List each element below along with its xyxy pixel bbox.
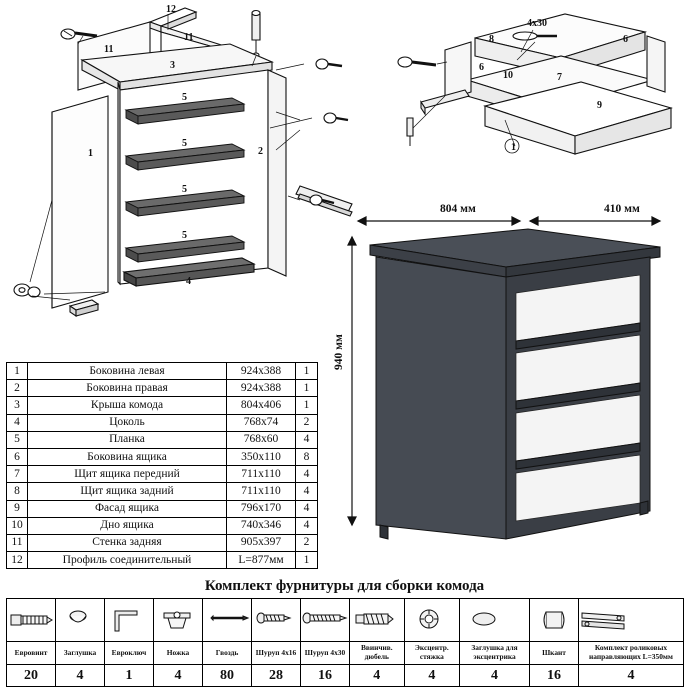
roller-guides-icon [579, 599, 684, 642]
part-name: Боковина левая [28, 363, 227, 380]
table-row [7, 483, 318, 500]
part-number: 1 [7, 363, 28, 380]
table-row [7, 380, 318, 397]
part-dimension: 905х397 [227, 534, 296, 551]
part-quantity: 4 [296, 500, 318, 517]
hardware-count: 1 [105, 665, 154, 687]
part-name: Крыша комода [28, 397, 227, 414]
eccentric-tie-icon [404, 599, 459, 642]
part-number: 12 [7, 552, 28, 569]
part-dimension: 804х406 [227, 397, 296, 414]
svg-text:8: 8 [489, 34, 494, 45]
euro-screw-icon [7, 599, 56, 642]
svg-text:11: 11 [184, 32, 194, 43]
part-number: 4 [7, 414, 28, 431]
hardware-label: Комплект роликовых направляющих L=350мм [579, 642, 684, 665]
part-number: 7 [7, 466, 28, 483]
table-row [7, 431, 318, 448]
part-quantity: 8 [296, 448, 318, 465]
hardware-count: 4 [460, 665, 530, 687]
table-row [7, 363, 318, 380]
eccentric-cap-icon [460, 599, 530, 642]
part-dimension: L=877мм [227, 552, 296, 569]
height-dimension-label: 940 мм [333, 334, 345, 370]
svg-text:1: 1 [511, 142, 516, 153]
dowel-icon [530, 599, 579, 642]
hardware-label: Евровинт [7, 642, 56, 665]
svg-text:7: 7 [557, 72, 562, 83]
svg-text:4: 4 [186, 276, 191, 287]
part-number: 8 [7, 483, 28, 500]
hardware-title: Комплект фурнитуры для сборки комода [204, 578, 485, 594]
screw-4x16-icon [252, 599, 301, 642]
part-quantity: 4 [296, 517, 318, 534]
parts-table [6, 362, 318, 569]
hardware-count: 4 [404, 665, 459, 687]
hardware-count: 4 [154, 665, 203, 687]
svg-text:12: 12 [166, 4, 176, 15]
part-number: 5 [7, 431, 28, 448]
table-row [7, 448, 318, 465]
drawer-assembly-diagram [385, 0, 685, 170]
svg-text:5: 5 [182, 184, 187, 195]
svg-text:10: 10 [503, 70, 513, 81]
svg-text:11: 11 [104, 44, 114, 55]
part-number: 3 [7, 397, 28, 414]
table-row [7, 500, 318, 517]
nail-icon [203, 599, 252, 642]
depth-dimension-label: 410 мм [604, 203, 640, 215]
part-dimension: 768х60 [227, 431, 296, 448]
part-number: 6 [7, 448, 28, 465]
part-dimension: 711х110 [227, 483, 296, 500]
part-quantity: 1 [296, 380, 318, 397]
euro-key-icon [105, 599, 154, 642]
hardware-count: 4 [350, 665, 405, 687]
table-row [7, 397, 318, 414]
part-name: Фасад ящика [28, 500, 227, 517]
part-quantity: 2 [296, 534, 318, 551]
table-row [7, 534, 318, 551]
part-name: Щит ящика передний [28, 466, 227, 483]
part-dimension: 924х388 [227, 380, 296, 397]
svg-text:5: 5 [182, 92, 187, 103]
hardware-count: 4 [579, 665, 684, 687]
part-quantity: 2 [296, 414, 318, 431]
hardware-count: 20 [7, 665, 56, 687]
part-name: Планка [28, 431, 227, 448]
part-name: Цоколь [28, 414, 227, 431]
table-row [7, 414, 318, 431]
hardware-table [6, 598, 684, 687]
hardware-label: Ввинчив. дюбель [350, 642, 405, 665]
hardware-label: Шуруп 4х30 [301, 642, 350, 665]
hardware-count: 4 [56, 665, 105, 687]
svg-text:5: 5 [182, 230, 187, 241]
part-name: Боковина правая [28, 380, 227, 397]
part-quantity: 1 [296, 552, 318, 569]
hardware-count: 16 [301, 665, 350, 687]
width-dimension-label: 804 мм [440, 203, 476, 215]
part-dimension: 796х170 [227, 500, 296, 517]
cap-icon [56, 599, 105, 642]
part-dimension: 350х110 [227, 448, 296, 465]
table-row [7, 517, 318, 534]
screw-4x30-icon [301, 599, 350, 642]
part-dimension: 768х74 [227, 414, 296, 431]
svg-text:6: 6 [623, 34, 628, 45]
part-quantity: 1 [296, 363, 318, 380]
hardware-label: Заглушка [56, 642, 105, 665]
part-quantity: 4 [296, 483, 318, 500]
hardware-label: Гвоздь [203, 642, 252, 665]
table-row [7, 466, 318, 483]
svg-text:4х30: 4х30 [527, 18, 547, 29]
hardware-label: Шкант [530, 642, 579, 665]
part-name: Щит ящика задний [28, 483, 227, 500]
part-name: Стенка задняя [28, 534, 227, 551]
part-quantity: 4 [296, 431, 318, 448]
part-number: 10 [7, 517, 28, 534]
svg-text:6: 6 [479, 62, 484, 73]
hardware-label: Евроключ [105, 642, 154, 665]
part-number: 9 [7, 500, 28, 517]
part-dimension: 711х110 [227, 466, 296, 483]
part-dimension: 740х346 [227, 517, 296, 534]
svg-text:3: 3 [170, 60, 175, 71]
svg-text:9: 9 [597, 100, 602, 111]
part-quantity: 4 [296, 466, 318, 483]
dresser-render [340, 195, 680, 555]
cabinet-assembly-diagram [0, 0, 360, 350]
part-dimension: 924х388 [227, 363, 296, 380]
svg-text:5: 5 [182, 138, 187, 149]
hardware-count: 80 [203, 665, 252, 687]
hardware-label: Ножка [154, 642, 203, 665]
svg-text:2: 2 [258, 146, 263, 157]
part-quantity: 1 [296, 397, 318, 414]
part-number: 2 [7, 380, 28, 397]
hardware-count: 16 [530, 665, 579, 687]
confirmat-dowel-icon [350, 599, 405, 642]
table-row [7, 552, 318, 569]
hardware-label: Шуруп 4х16 [252, 642, 301, 665]
part-name: Боковина ящика [28, 448, 227, 465]
part-number: 11 [7, 534, 28, 551]
leg-icon [154, 599, 203, 642]
part-name: Профиль соединительный [28, 552, 227, 569]
svg-text:1: 1 [88, 148, 93, 159]
hardware-label: Заглушка для эксцентрика [460, 642, 530, 665]
part-name: Дно ящика [28, 517, 227, 534]
hardware-label: Эксцентр. стяжка [404, 642, 459, 665]
hardware-count: 28 [252, 665, 301, 687]
